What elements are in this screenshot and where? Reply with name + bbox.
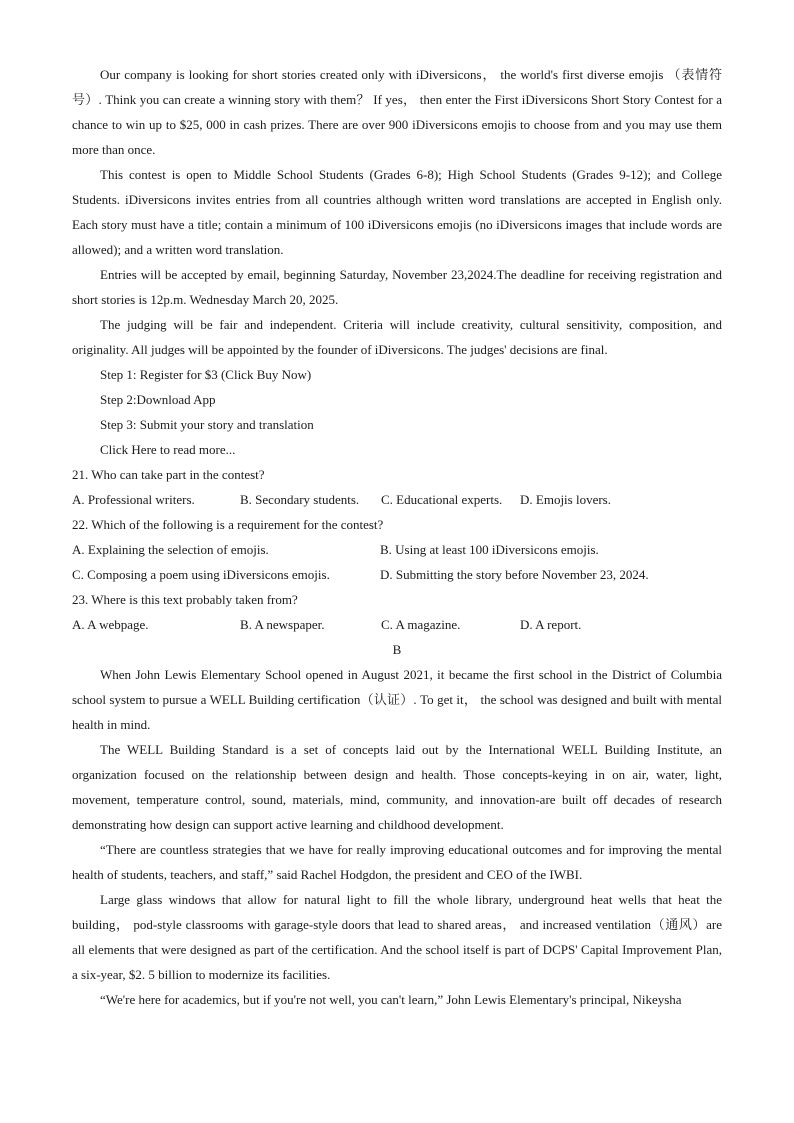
q23-option-a: A. A webpage. <box>72 617 149 632</box>
step-2: Step 2:Download App <box>100 392 216 407</box>
q23-option-d: D. A report. <box>520 617 582 632</box>
q23-option-b: B. A newspaper. <box>240 617 325 632</box>
passage-b-paragraph-3: “There are countless strategies that we have for really improving educational outcomes and for improving the mental health of students, teachers, and staff,” said Rachel Hodgdon, the president and CEO of the IWBI. <box>72 842 722 882</box>
q23-option-c: C. A magazine. <box>381 617 461 632</box>
q22-option-b: B. Using at least 100 iDiversicons emojis. <box>380 542 599 557</box>
passage-a-paragraph-2: This contest is open to Middle School Students (Grades 6-8); High School Students (Grades 9-12); and College Students. iDiversicons invites entries from all countries although written word translations are accepted in English only. Each story must have a title; contain a minimum of 100 iDiversicons emojis (no iDiversicons images that include words are allowed); and a written word translation. <box>72 167 722 257</box>
read-more-link: Click Here to read more... <box>100 442 236 457</box>
q22-option-a: A. Explaining the selection of emojis. <box>72 542 269 557</box>
question-22-stem: 22. Which of the following is a requirement for the contest? <box>72 517 384 532</box>
section-b-heading: B <box>392 642 402 657</box>
question-22-options-row-2 <box>72 562 722 587</box>
document-page <box>72 62 722 1012</box>
passage-b-paragraph-1: When John Lewis Elementary School opened in August 2021, it became the first school in the District of Columbia school system to pursue a WELL Building certification（认证）. To get it， the school was designed and built with mental health in mind. <box>72 667 722 732</box>
question-23-options <box>72 612 722 637</box>
q22-option-c: C. Composing a poem using iDiversicons emojis. <box>72 567 330 582</box>
q21-option-a: A. Professional writers. <box>72 492 195 507</box>
question-21-stem: 21. Who can take part in the contest? <box>72 467 265 482</box>
q22-option-d: D. Submitting the story before November 23, 2024. <box>380 567 649 582</box>
q21-option-b: B. Secondary students. <box>240 492 360 507</box>
question-22-options-row-1 <box>72 537 722 562</box>
step-1: Step 1: Register for $3 (Click Buy Now) <box>100 367 312 382</box>
q21-option-c: C. Educational experts. <box>381 492 503 507</box>
passage-a-paragraph-4: The judging will be fair and independent. Criteria will include creativity, cultural sensitivity, composition, and originality. All judges will be appointed by the founder of iDiversicons. The judges' decisions are final. <box>72 317 722 357</box>
passage-b-paragraph-4: Large glass windows that allow for natural light to fill the whole library, underground heat wells that heat the building， pod-style classrooms with garage-style doors that lead to shared areas， and increased ventilation（通风）are all elements that were designed as part of the certification. And the school itself is part of DCPS' Capital Improvement Plan, a six-year, $2. 5 billion to modernize its facilities. <box>72 892 722 982</box>
passage-b-paragraph-5: “We're here for academics, but if you're not well, you can't learn,” John Lewis Elementary's principal, Nikeysha <box>100 992 682 1007</box>
q21-option-d: D. Emojis lovers. <box>520 492 611 507</box>
step-3: Step 3: Submit your story and translation <box>100 417 314 432</box>
passage-a-paragraph-1: Our company is looking for short stories created only with iDiversicons， the world's first diverse emojis （表情符号）. Think you can create a winning story with them？ If yes， then enter the First iDiversicons Short Story Contest for a chance to win up to $25, 000 in cash prizes. There are over 900 iDiversicons emojis to choose from and you may use them more than once. <box>72 67 722 157</box>
passage-a-paragraph-3: Entries will be accepted by email, beginning Saturday, November 23,2024.The deadline for receiving registration and short stories is 12p.m. Wednesday March 20, 2025. <box>72 267 722 307</box>
question-21-options <box>72 487 722 512</box>
question-23-stem: 23. Where is this text probably taken from? <box>72 592 298 607</box>
passage-b-paragraph-2: The WELL Building Standard is a set of concepts laid out by the International WELL Building Institute, an organization focused on the relationship between design and health. Those concepts-keying in on air, water, light, movement, temperature control, sound, materials, mind, community, and innovation-are built off decades of research demonstrating how design can support active learning and childhood development. <box>72 742 722 832</box>
